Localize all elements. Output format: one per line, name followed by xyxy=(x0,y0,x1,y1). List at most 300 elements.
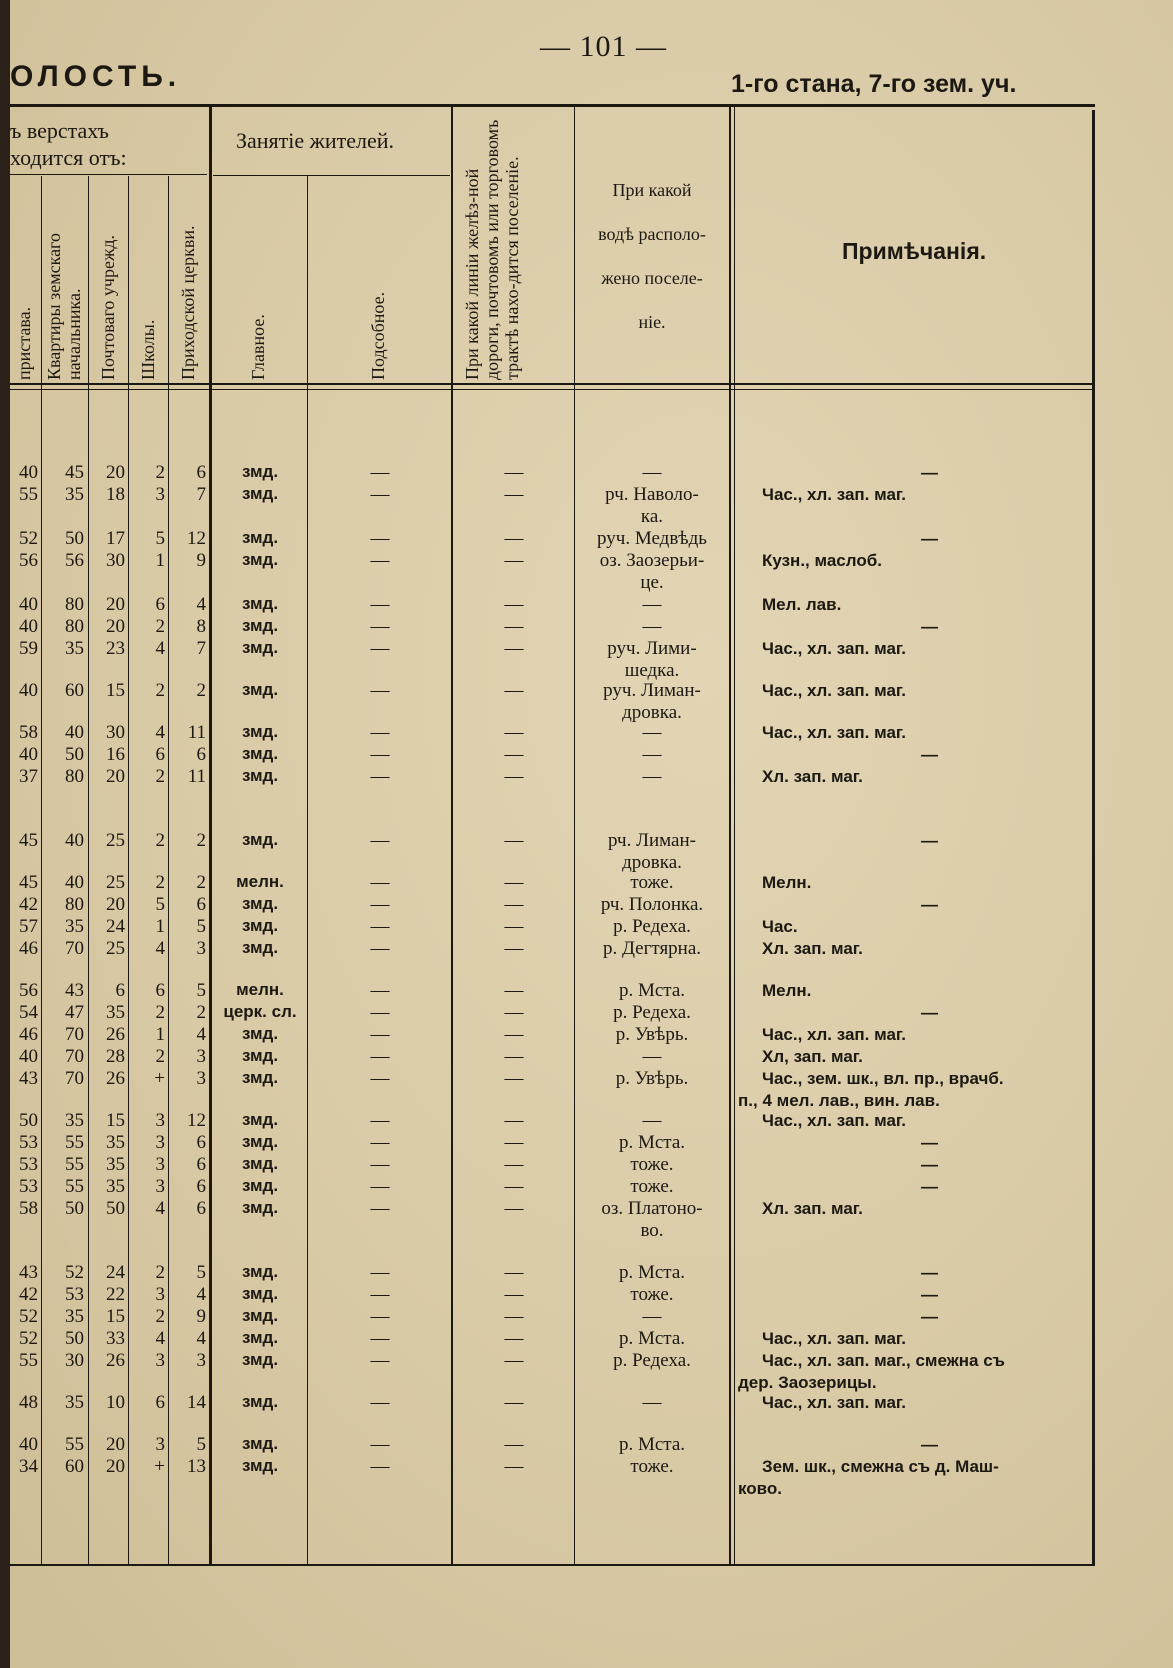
cell-main: змд. xyxy=(241,830,279,849)
cell-road: — xyxy=(504,550,524,571)
cell-water-line: р. Мста. xyxy=(618,1132,686,1153)
cell-c: 17 xyxy=(106,528,125,549)
cell-water xyxy=(578,830,726,874)
cell-note xyxy=(738,1110,1088,1132)
cell-d: 2 xyxy=(155,462,165,483)
cell-note-line: Час., хл. зап. маг. xyxy=(762,723,907,742)
cell-aux: — xyxy=(370,638,390,659)
cell-main: змд. xyxy=(241,894,279,913)
cell-note-line: — xyxy=(921,463,938,482)
cell-water-line: р. Увѣрь. xyxy=(615,1024,689,1045)
cell-road: — xyxy=(504,638,524,659)
col-header-church: Приходской церкви. xyxy=(178,225,198,380)
cell-water xyxy=(578,594,726,616)
cell-note-line: Хл, зап. маг. xyxy=(762,1047,863,1066)
cell-water xyxy=(578,550,726,594)
cell-water-line: — xyxy=(642,1046,662,1067)
col-header-water-line: При какой xyxy=(612,180,692,200)
cell-b: 70 xyxy=(65,938,84,959)
cell-water-line: — xyxy=(642,594,662,615)
cell-b: 35 xyxy=(65,638,84,659)
cell-aux: — xyxy=(370,1154,390,1175)
cell-water-line: оз. Заозерьи- xyxy=(599,550,705,571)
cell-water-line: р. Дегтярна. xyxy=(602,938,702,959)
cell-main: змд. xyxy=(241,1132,279,1151)
cell-c: 20 xyxy=(106,462,125,483)
cell-b: 70 xyxy=(65,1068,84,1089)
cell-b: 60 xyxy=(65,1456,84,1477)
cell-a: 40 xyxy=(19,462,38,483)
cell-main: мелн. xyxy=(236,980,284,999)
cell-aux: — xyxy=(370,1328,390,1349)
cell-note xyxy=(738,938,1088,960)
cell-e: 14 xyxy=(187,1392,206,1413)
cell-c: 26 xyxy=(106,1350,125,1371)
col-rule xyxy=(128,176,129,1564)
cell-note-line: дер. Заозерицы. xyxy=(738,1373,877,1392)
cell-b: 55 xyxy=(65,1132,84,1153)
cell-road: — xyxy=(504,484,524,505)
cell-note-line: Час., хл. зап. маг. xyxy=(762,485,907,504)
cell-water-line: — xyxy=(642,766,662,787)
cell-note xyxy=(738,1456,1088,1500)
col-rule xyxy=(734,107,735,1564)
cell-b: 50 xyxy=(65,1198,84,1219)
cell-note-line: Час., хл. зап. маг. xyxy=(762,639,907,658)
cell-a: 52 xyxy=(19,1328,38,1349)
page-binding-edge xyxy=(0,0,10,1668)
cell-road: — xyxy=(504,1024,524,1045)
cell-road: — xyxy=(504,1350,524,1371)
cell-water xyxy=(578,980,726,1002)
cell-c: 26 xyxy=(106,1068,125,1089)
table-bottom-rule xyxy=(10,1564,1095,1566)
cell-water-line: р. Мста. xyxy=(618,980,686,1001)
cell-e: 13 xyxy=(187,1456,206,1477)
cell-d: 2 xyxy=(155,616,165,637)
cell-aux: — xyxy=(370,744,390,765)
cell-b: 45 xyxy=(65,462,84,483)
cell-road: — xyxy=(504,528,524,549)
cell-water-line: р. Редеха. xyxy=(613,916,691,937)
cell-d: 3 xyxy=(155,1154,165,1175)
cell-road: — xyxy=(504,1110,524,1131)
cell-water xyxy=(578,938,726,960)
cell-a: 42 xyxy=(19,1284,38,1305)
cell-note-line: Час., хл. зап. маг. xyxy=(762,1393,907,1412)
cell-water xyxy=(578,766,726,788)
cell-water xyxy=(578,1046,726,1068)
cell-water xyxy=(578,484,726,528)
cell-note-line: — xyxy=(921,1177,938,1196)
cell-aux: — xyxy=(370,894,390,915)
occupation-group-rule xyxy=(213,175,450,176)
col-rule xyxy=(168,176,169,1564)
cell-note-line: Хл. зап. маг. xyxy=(762,767,863,786)
cell-aux: — xyxy=(370,1068,390,1089)
cell-main: змд. xyxy=(241,462,279,481)
cell-c: 15 xyxy=(106,680,125,701)
cell-water-line: рч. Полонка. xyxy=(600,894,704,915)
cell-note-line: — xyxy=(921,1307,938,1326)
cell-water-line: — xyxy=(642,1306,662,1327)
cell-note xyxy=(738,1176,1088,1198)
cell-d: 4 xyxy=(155,638,165,659)
cell-d: 6 xyxy=(155,594,165,615)
cell-main: змд. xyxy=(241,1392,279,1411)
cell-road: — xyxy=(504,722,524,743)
cell-main: змд. xyxy=(241,638,279,657)
cell-water xyxy=(578,1434,726,1456)
cell-note xyxy=(738,528,1088,550)
cell-water xyxy=(578,1176,726,1198)
cell-aux: — xyxy=(370,484,390,505)
cell-aux: — xyxy=(370,528,390,549)
cell-note-line: Час., хл. зап. маг. xyxy=(762,681,907,700)
cell-e: 6 xyxy=(196,1198,206,1219)
cell-d: 3 xyxy=(155,1176,165,1197)
cell-e: 4 xyxy=(196,594,206,615)
cell-main: змд. xyxy=(241,1306,279,1325)
cell-note-line: Час., зем. шк., вл. пр., врачб. xyxy=(762,1069,1004,1088)
cell-note xyxy=(738,1306,1088,1328)
cell-water-line: р. Мста. xyxy=(618,1328,686,1349)
cell-b: 80 xyxy=(65,894,84,915)
cell-water xyxy=(578,872,726,894)
cell-d: 2 xyxy=(155,766,165,787)
cell-aux: — xyxy=(370,830,390,851)
cell-a: 40 xyxy=(19,1434,38,1455)
cell-note xyxy=(738,1328,1088,1350)
cell-a: 56 xyxy=(19,550,38,571)
cell-water xyxy=(578,1328,726,1350)
cell-note xyxy=(738,1350,1088,1394)
cell-main: змд. xyxy=(241,1176,279,1195)
cell-road: — xyxy=(504,872,524,893)
cell-aux: — xyxy=(370,980,390,1001)
cell-b: 55 xyxy=(65,1154,84,1175)
table-right-border xyxy=(1092,110,1095,1565)
cell-road: — xyxy=(504,1198,524,1219)
cell-c: 20 xyxy=(106,594,125,615)
cell-e: 6 xyxy=(196,462,206,483)
cell-note xyxy=(738,594,1088,616)
cell-d: + xyxy=(154,1068,165,1089)
cell-aux: — xyxy=(370,550,390,571)
cell-note-line: Хл. зап. маг. xyxy=(762,1199,863,1218)
cell-d: 3 xyxy=(155,1350,165,1371)
cell-e: 5 xyxy=(196,1434,206,1455)
cell-d: 5 xyxy=(155,528,165,549)
cell-d: 1 xyxy=(155,916,165,937)
cell-water-line: рч. Наволо- xyxy=(605,484,699,505)
col-header-notes: Примѣчанія. xyxy=(842,238,987,264)
cell-a: 45 xyxy=(19,872,38,893)
cell-water-line: во. xyxy=(640,1220,664,1241)
cell-water-line: — xyxy=(642,1392,662,1413)
cell-d: 2 xyxy=(155,680,165,701)
col-header-occ-aux: Подсобное. xyxy=(368,291,388,380)
col-header-pristav: пристава. xyxy=(14,306,34,380)
cell-d: 3 xyxy=(155,1434,165,1455)
cell-water xyxy=(578,894,726,916)
distance-group-header-2: ходится отъ: xyxy=(10,145,127,170)
header-bottom-rule xyxy=(10,383,1095,385)
cell-note-line: Хл. зап. маг. xyxy=(762,939,863,958)
cell-note-line: — xyxy=(921,1263,938,1282)
cell-e: 5 xyxy=(196,1262,206,1283)
cell-a: 46 xyxy=(19,1024,38,1045)
cell-b: 55 xyxy=(65,1434,84,1455)
cell-e: 12 xyxy=(187,1110,206,1131)
cell-main: змд. xyxy=(241,938,279,957)
table-top-rule xyxy=(10,104,1095,107)
cell-e: 3 xyxy=(196,1046,206,1067)
cell-note xyxy=(738,484,1088,506)
cell-a: 56 xyxy=(19,980,38,1001)
cell-c: 6 xyxy=(115,980,125,1001)
cell-c: 24 xyxy=(106,916,125,937)
cell-e: 12 xyxy=(187,528,206,549)
cell-road: — xyxy=(504,1176,524,1197)
cell-water xyxy=(578,1002,726,1024)
cell-b: 80 xyxy=(65,766,84,787)
cell-water xyxy=(578,462,726,484)
cell-aux: — xyxy=(370,916,390,937)
cell-c: 33 xyxy=(106,1328,125,1349)
cell-note-line: Час., хл. зап. маг., смежна съ xyxy=(762,1351,1005,1370)
cell-e: 11 xyxy=(187,722,206,743)
cell-road: — xyxy=(504,1434,524,1455)
cell-d: 3 xyxy=(155,1284,165,1305)
cell-e: 7 xyxy=(196,484,206,505)
cell-a: 45 xyxy=(19,830,38,851)
cell-main: змд. xyxy=(241,1434,279,1453)
cell-note xyxy=(738,1392,1088,1414)
cell-main: змд. xyxy=(241,1262,279,1281)
cell-a: 55 xyxy=(19,484,38,505)
cell-note xyxy=(738,980,1088,1002)
cell-a: 48 xyxy=(19,1392,38,1413)
cell-aux: — xyxy=(370,1284,390,1305)
cell-note-line: ково. xyxy=(738,1479,783,1498)
cell-note-line: п., 4 мел. лав., вин. лав. xyxy=(738,1091,940,1110)
cell-c: 26 xyxy=(106,1024,125,1045)
cell-note-line: — xyxy=(921,831,938,850)
cell-water-line: — xyxy=(642,616,662,637)
volost-title: ОЛОСТЬ. xyxy=(10,60,182,93)
cell-e: 9 xyxy=(196,550,206,571)
cell-note xyxy=(738,766,1088,788)
cell-road: — xyxy=(504,1284,524,1305)
cell-main: змд. xyxy=(241,680,279,699)
cell-a: 53 xyxy=(19,1132,38,1153)
cell-road: — xyxy=(504,938,524,959)
cell-water xyxy=(578,1154,726,1176)
cell-note xyxy=(738,830,1088,852)
cell-b: 50 xyxy=(65,744,84,765)
cell-c: 20 xyxy=(106,1434,125,1455)
cell-note-line: — xyxy=(921,1285,938,1304)
cell-a: 40 xyxy=(19,594,38,615)
cell-aux: — xyxy=(370,1306,390,1327)
cell-main: змд. xyxy=(241,616,279,635)
cell-aux: — xyxy=(370,1392,390,1413)
cell-b: 40 xyxy=(65,830,84,851)
cell-road: — xyxy=(504,680,524,701)
cell-note-line: — xyxy=(921,1003,938,1022)
cell-b: 50 xyxy=(65,1328,84,1349)
cell-main: змд. xyxy=(241,766,279,785)
cell-b: 40 xyxy=(65,722,84,743)
cell-a: 37 xyxy=(19,766,38,787)
cell-water xyxy=(578,1284,726,1306)
cell-road: — xyxy=(504,1392,524,1413)
cell-water xyxy=(578,1068,726,1090)
cell-a: 53 xyxy=(19,1176,38,1197)
cell-d: 3 xyxy=(155,484,165,505)
col-header-water-line: водѣ располо- xyxy=(598,224,706,244)
cell-note-line: Кузн., маслоб. xyxy=(762,551,882,570)
cell-note-line: Час. xyxy=(762,917,798,936)
col-rule xyxy=(729,107,731,1564)
cell-main: змд. xyxy=(241,550,279,569)
cell-main: змд. xyxy=(241,1350,279,1369)
cell-note xyxy=(738,616,1088,638)
cell-note-line: — xyxy=(921,617,938,636)
cell-note xyxy=(738,1198,1088,1220)
cell-c: 35 xyxy=(106,1154,125,1175)
col-rule xyxy=(574,107,575,1564)
cell-note xyxy=(738,916,1088,938)
cell-water xyxy=(578,1262,726,1284)
cell-main: змд. xyxy=(241,528,279,547)
cell-a: 34 xyxy=(19,1456,38,1477)
cell-road: — xyxy=(504,594,524,615)
cell-b: 35 xyxy=(65,1306,84,1327)
cell-main: змд. xyxy=(241,744,279,763)
cell-water xyxy=(578,1110,726,1132)
cell-main: змд. xyxy=(241,1284,279,1303)
cell-aux: — xyxy=(370,1046,390,1067)
cell-water xyxy=(578,916,726,938)
cell-water-line: ка. xyxy=(640,506,664,527)
cell-e: 2 xyxy=(196,1002,206,1023)
cell-water xyxy=(578,528,726,550)
cell-aux: — xyxy=(370,1110,390,1131)
cell-aux: — xyxy=(370,594,390,615)
cell-note xyxy=(738,1002,1088,1024)
cell-d: + xyxy=(154,1456,165,1477)
cell-note-line: Мел. лав. xyxy=(762,595,842,614)
cell-c: 25 xyxy=(106,872,125,893)
cell-a: 40 xyxy=(19,680,38,701)
cell-water xyxy=(578,1306,726,1328)
cell-e: 9 xyxy=(196,1306,206,1327)
cell-road: — xyxy=(504,1456,524,1477)
cell-c: 15 xyxy=(106,1110,125,1131)
cell-water-line: оз. Платоно- xyxy=(601,1198,703,1219)
cell-note-line: — xyxy=(921,1133,938,1152)
cell-d: 3 xyxy=(155,1132,165,1153)
cell-water-line: тоже. xyxy=(630,872,674,893)
cell-water-line: р. Редеха. xyxy=(613,1350,691,1371)
cell-note xyxy=(738,462,1088,484)
cell-e: 2 xyxy=(196,830,206,851)
cell-water-line: тоже. xyxy=(630,1456,674,1477)
cell-aux: — xyxy=(370,616,390,637)
cell-a: 46 xyxy=(19,938,38,959)
cell-main: змд. xyxy=(241,1328,279,1347)
cell-e: 6 xyxy=(196,744,206,765)
col-rule xyxy=(41,176,42,1564)
cell-water-line: руч. Лими- xyxy=(607,638,697,659)
cell-aux: — xyxy=(370,1176,390,1197)
cell-road: — xyxy=(504,1132,524,1153)
col-header-road: При какой линіи желѣз-ной дороги, почтовомъ или торговомъ трактѣ нахо-дится поселеніе. xyxy=(462,119,522,380)
cell-note xyxy=(738,1046,1088,1068)
cell-water-line: — xyxy=(642,744,662,765)
cell-note-line: Час., хл. зап. маг. xyxy=(762,1329,907,1348)
cell-note xyxy=(738,680,1088,702)
cell-aux: — xyxy=(370,1456,390,1477)
cell-a: 43 xyxy=(19,1068,38,1089)
cell-c: 35 xyxy=(106,1002,125,1023)
cell-e: 3 xyxy=(196,1068,206,1089)
cell-road: — xyxy=(504,616,524,637)
col-rule xyxy=(451,107,453,1564)
cell-e: 4 xyxy=(196,1284,206,1305)
cell-water xyxy=(578,1198,726,1242)
cell-note xyxy=(738,894,1088,916)
cell-water-line: р. Мста. xyxy=(618,1434,686,1455)
cell-b: 56 xyxy=(65,550,84,571)
cell-e: 6 xyxy=(196,1176,206,1197)
cell-c: 18 xyxy=(106,484,125,505)
cell-e: 3 xyxy=(196,1350,206,1371)
cell-road: — xyxy=(504,916,524,937)
cell-e: 6 xyxy=(196,1132,206,1153)
cell-a: 52 xyxy=(19,1306,38,1327)
cell-a: 43 xyxy=(19,1262,38,1283)
cell-e: 4 xyxy=(196,1024,206,1045)
cell-c: 23 xyxy=(106,638,125,659)
cell-e: 5 xyxy=(196,980,206,1001)
cell-b: 43 xyxy=(65,980,84,1001)
cell-note xyxy=(738,1024,1088,1046)
cell-aux: — xyxy=(370,1350,390,1371)
cell-aux: — xyxy=(370,766,390,787)
cell-b: 35 xyxy=(65,1110,84,1131)
cell-water-line: дровка. xyxy=(622,702,682,723)
cell-d: 2 xyxy=(155,1262,165,1283)
cell-b: 55 xyxy=(65,1176,84,1197)
cell-d: 5 xyxy=(155,894,165,915)
cell-water xyxy=(578,1456,726,1478)
cell-b: 30 xyxy=(65,1350,84,1371)
district-title: 1-го стана, 7-го зем. уч. xyxy=(731,70,1017,98)
cell-a: 54 xyxy=(19,1002,38,1023)
cell-b: 35 xyxy=(65,484,84,505)
col-rule xyxy=(88,176,89,1564)
cell-main: церк. сл. xyxy=(223,1002,297,1021)
cell-b: 60 xyxy=(65,680,84,701)
cell-water xyxy=(578,1132,726,1154)
cell-note-line: — xyxy=(921,895,938,914)
col-header-water xyxy=(582,168,722,344)
cell-a: 55 xyxy=(19,1350,38,1371)
cell-b: 52 xyxy=(65,1262,84,1283)
